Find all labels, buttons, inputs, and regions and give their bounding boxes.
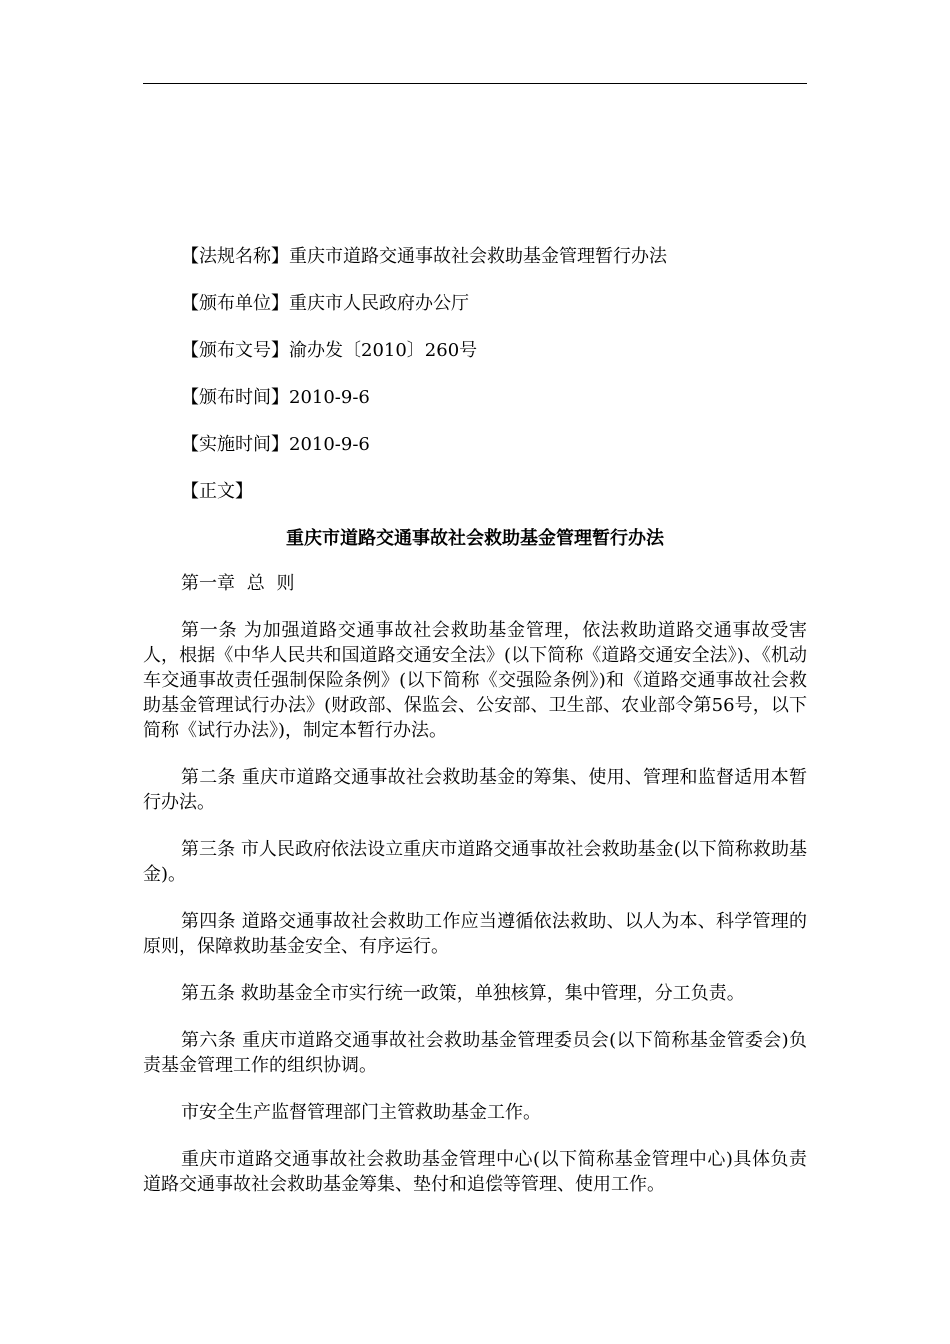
meta-issue-date [143, 385, 807, 410]
meta-value: 重庆市道路交通事故社会救助基金管理暂行办法 [289, 246, 667, 267]
article-paragraph: 第六条 重庆市道路交通事故社会救助基金管理委员会(以下简称基金管委会)负责基金管理工作的组织协调。 [143, 1030, 807, 1076]
meta-label: 【法规名称】 [181, 246, 289, 267]
document-title: 重庆市道路交通事故社会救助基金管理暂行办法 [286, 528, 664, 549]
meta-effective-date [143, 432, 807, 457]
header-rule [143, 83, 807, 84]
meta-value: 2010-9-6 [289, 434, 370, 455]
article-paragraph: 第三条 市人民政府依法设立重庆市道路交通事故社会救助基金(以下简称救助基金)。 [143, 839, 807, 885]
meta-label: 【颁布单位】 [181, 293, 289, 314]
meta-label: 【颁布时间】 [181, 387, 289, 408]
article-paragraph: 第五条 救助基金全市实行统一政策，单独核算，集中管理，分工负责。 [181, 983, 745, 1004]
meta-label: 【实施时间】 [181, 434, 289, 455]
meta-label: 【颁布文号】 [181, 340, 289, 361]
document-body [143, 244, 807, 1219]
meta-issuer [143, 291, 807, 316]
chapter-heading: 第一章 总 则 [181, 573, 295, 594]
article-paragraph: 第二条 重庆市道路交通事故社会救助基金的筹集、使用、管理和监督适用本暂行办法。 [143, 767, 807, 813]
meta-value: 重庆市人民政府办公厅 [289, 293, 469, 314]
article-paragraph: 重庆市道路交通事故社会救助基金管理中心(以下简称基金管理中心)具体负责道路交通事故社会救助基金筹集、垫付和追偿等管理、使用工作。 [143, 1149, 807, 1195]
meta-regulation-name [143, 244, 807, 269]
article-paragraph: 第四条 道路交通事故社会救助工作应当遵循依法救助、以人为本、科学管理的原则，保障救助基金安全、有序运行。 [143, 911, 807, 957]
article-paragraph: 市安全生产监督管理部门主管救助基金工作。 [181, 1102, 541, 1123]
meta-value: 2010-9-6 [289, 387, 370, 408]
meta-body-label [143, 479, 807, 504]
meta-document-number [143, 338, 807, 363]
meta-value: 渝办发〔2010〕260号 [289, 340, 478, 361]
meta-label: 【正文】 [181, 481, 253, 502]
article-paragraph: 第一条 为加强道路交通事故社会救助基金管理，依法救助道路交通事故受害人，根据《中华人民共和国道路交通安全法》(以下简称《道路交通安全法》)、《机动车交通事故责任强制保险条例》(以下简称《交强险条例》)和《道路交通事故社会救助基金管理试行办法》(财政部、保监会、公安部、卫生部、农业部令第56号，以下简称《试行办法》)，制定本暂行办法。 [143, 620, 807, 741]
